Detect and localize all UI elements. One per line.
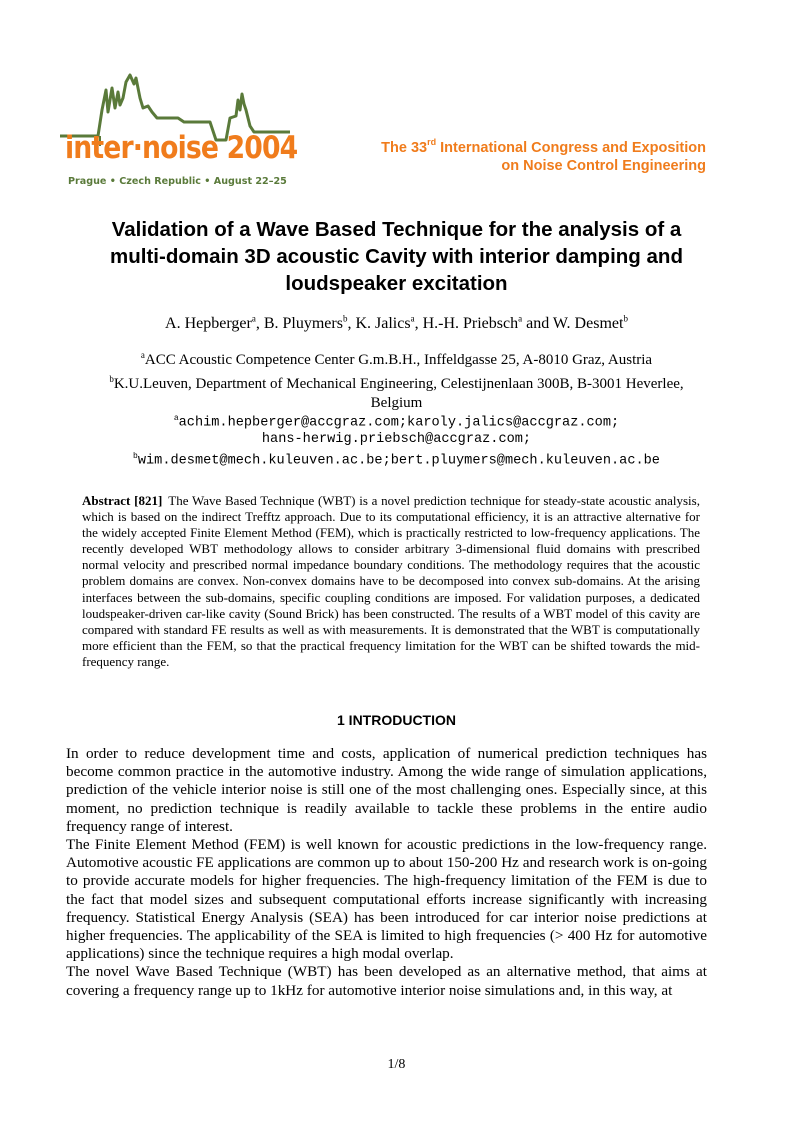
- abstract: [82, 493, 700, 670]
- congress-line-2: on Noise Control Engineering: [501, 158, 706, 174]
- affiliation-b: $^b$K.U.Leuven, Department of Mechanical Engineering, Celestijnenlaan 300B, B-3001 Heverlee,: [109, 374, 684, 392]
- conference-logo: [60, 70, 300, 195]
- paragraph: The novel Wave Based Technique (WBT) has been developed as an alternative method, that aims at covering a frequency range up to 1kHz for automotive interior noise simulations and, in this way, at: [66, 963, 707, 999]
- author: W. Desmet$^b$: [552, 314, 628, 333]
- logo-tagline: Prague • Czech Republic • August 22–25: [68, 176, 287, 187]
- affiliation-b-cont: Belgium: [370, 395, 423, 411]
- author: H.-H. Priebsch$^a$ and: [422, 314, 553, 333]
- email-line-a1: $^a$achim.hepberger@accgraz.com;karoly.jalics@accgraz.com;: [173, 414, 620, 431]
- email-line-b: $^b$wim.desmet@mech.kuleuven.ac.be;bert.pluymers@mech.kuleuven.ac.be: [133, 451, 660, 469]
- author: A. Hepberger$^a$,: [165, 314, 264, 333]
- author-list: [0, 314, 793, 333]
- paper-title: Validation of a Wave Based Technique for the analysis of a multi-domain 3D acoustic Cavity with interior damping and loudspeaker excitation: [110, 218, 683, 295]
- page-number: 1/8: [387, 1057, 406, 1072]
- paragraph: The Finite Element Method (FEM) is well known for acoustic predictions in the low-frequency range. Automotive acoustic FE applications are common up to about 150-200 Hz and research work is on-going to provide accurate models for higher frequencies. The high-frequency limitation of the FEM is due to the fact that model sizes and subsequent computational efforts increase significantly with increasing frequency. Statistical Energy Analysis (SEA) has been introduced for car interior noise predictions at higher frequencies. The applicability of the SEA is limited to high frequencies (> 400 Hz for automotive applications) since the technique requires a high modal overlap.: [66, 836, 707, 963]
- paragraph: In order to reduce development time and costs, application of numerical prediction techniques has become common practice in the automotive industry. Among the wide range of simulation applications, prediction of the vehicle interior noise is still one of the most challenging ones. Especially since, at this moment, no prediction technique is readily available to tackle these problems in the entire audio frequency range of interest.: [66, 745, 707, 835]
- affiliation-a: $^a$ACC Acoustic Competence Center G.m.B.H., Inffeldgasse 25, A-8010 Graz, Austria: [140, 350, 653, 368]
- author: B. Pluymers$^b$,: [263, 314, 356, 333]
- author: K. Jalics$^a$,: [355, 314, 423, 333]
- email-list: [60, 411, 733, 470]
- email-line-a2: hans-herwig.priebsch@accgraz.com;: [261, 432, 532, 448]
- abstract-label: Abstract [821]: [82, 493, 163, 508]
- congress-header: [381, 139, 706, 175]
- section-heading: 1 INTRODUCTION: [337, 712, 456, 728]
- abstract-text: The Wave Based Technique (WBT) is a novel prediction technique for steady-state acoustic analysis, which is based on the indirect Trefftz approach. Due to its computational efficiency, it is an attractive alternative for the widely accepted Finite Element Method (FEM), which is practically restricted to low-frequency applications. The recently developed WBT methodology allows to consider arbitrary 3-dimensional fluid domains with prescribed normal velocity and prescribed normal impedance boundary conditions. The methodology requires that the acoustic problem domains are convex. Non-convex domains have to be decomposed into convex sub-domains. At the arising interfaces between the sub-domains, specific coupling conditions are imposed. For validation purposes, a dedicated loudspeaker-driven car-like cavity (Sound Brick) has been constructed. The results of a WBT model of this cavity are compared with standard FE results as well as with measurements. It is demonstrated that the WBT is computationally more efficient than the FEM, so that the practical frequency limitation for the WBT can be shifted towards the mid-frequency range.: [82, 493, 700, 669]
- congress-line-1: The 33rd International Congress and Exposition: [381, 137, 706, 156]
- logo-wordmark: inter·noise 2004: [65, 130, 298, 166]
- affiliations: [60, 346, 733, 413]
- body-text: [66, 745, 707, 1000]
